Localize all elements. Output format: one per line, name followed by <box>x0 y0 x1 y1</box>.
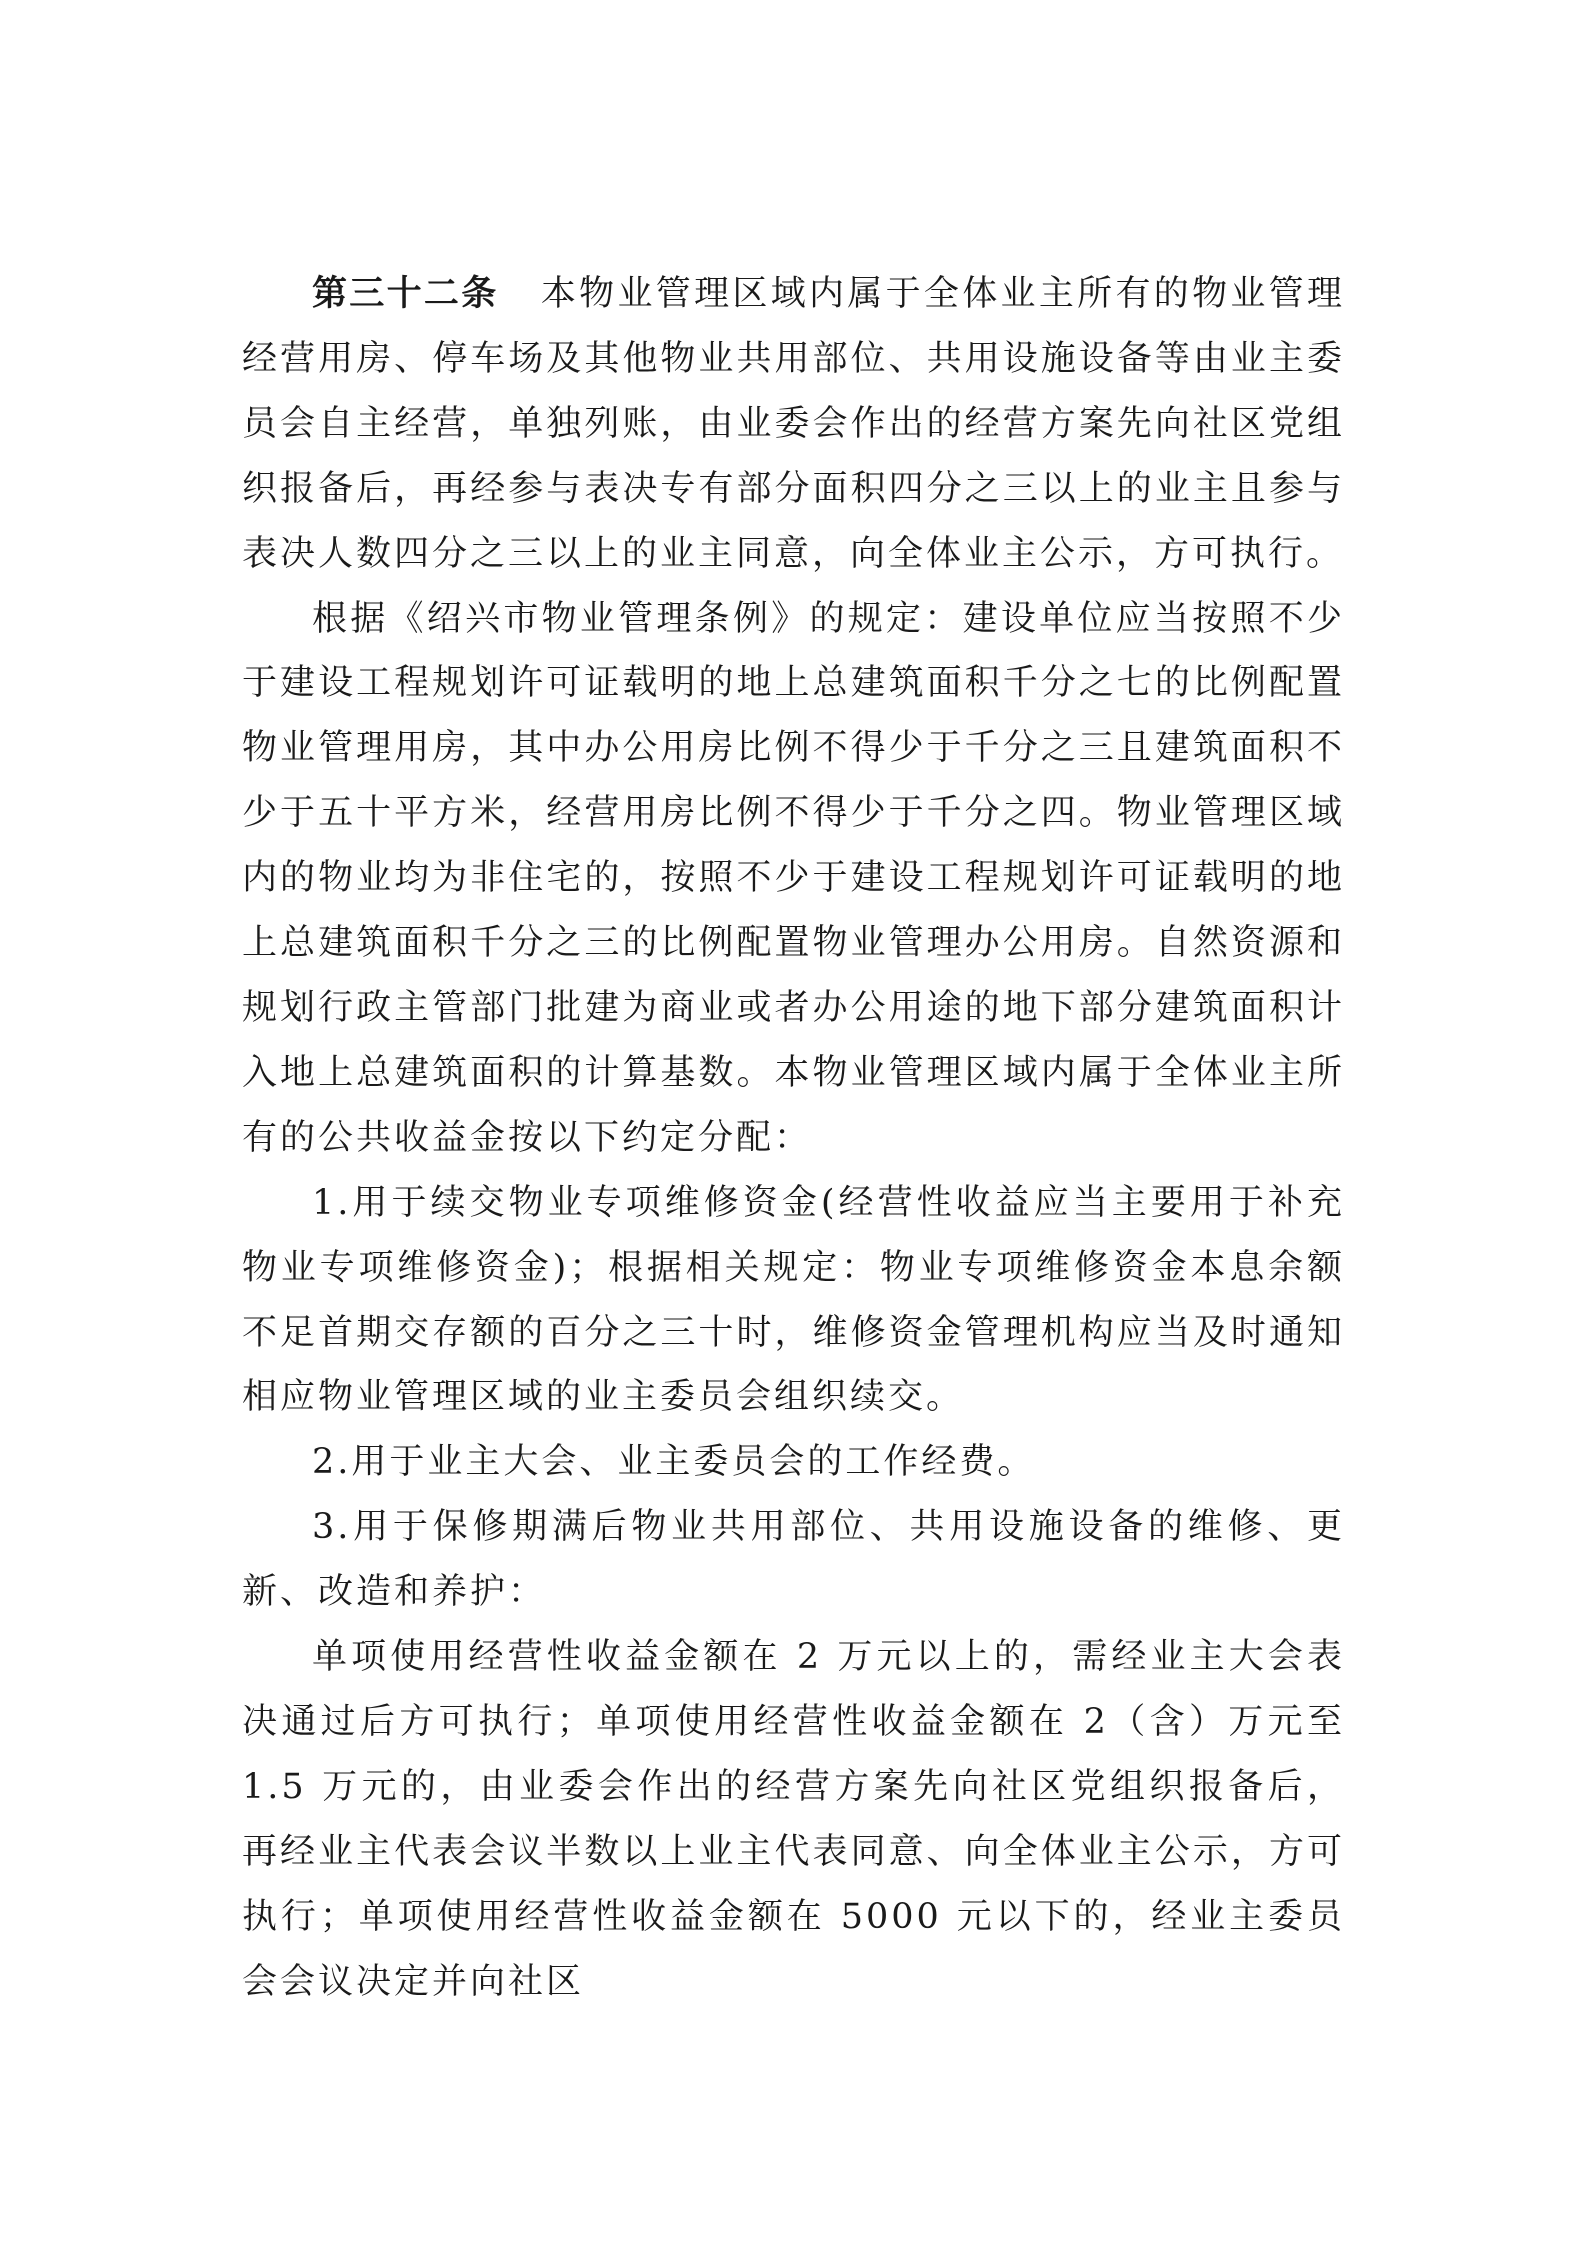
paragraph-item-2: 2.用于业主大会、业主委员会的工作经费。 <box>312 1442 1036 1483</box>
paragraph-item-3: 3.用于保修期满后物业共用部位、共用设施设备的维修、更新、改造和养护： <box>242 1507 1345 1613</box>
article-heading: 第三十二条 <box>312 274 499 314</box>
paragraph-regulation: 根据《绍兴市物业管理条例》的规定：建设单位应当按照不少于建设工程规划许可证载明的地上总建筑面积千分之七的比例配置物业管理用房，其中办公用房比例不得少于千分之三且建筑面积不少于五十平方米，经营用房比例不得少于千分之四。物业管理区域内的物业均为非住宅的，按照不少于建设工程规划许可证载明的地上总建筑面积千分之三的比例配置物业管理办公用房。自然资源和规划行政主管部门批建为商业或者办公用途的地下部分建筑面积计入地上总建筑面积的计算基数。本物业管理区域内属于全体业主所有的公共收益金按以下约定分配： <box>242 598 1345 1158</box>
document-body <box>242 262 1345 2014</box>
article-32-paragraph <box>242 262 1345 587</box>
article-body: 本物业管理区域内属于全体业主所有的物业管理经营用房、停车场及其他物业共用部位、共用设施设备等由业主委员会自主经营，单独列账，由业委会作出的经营方案先向社区党组织报备后，再经参与表决专有部分面积四分之三以上的业主且参与表决人数四分之三以上的业主同意，向全体业主公示，方可执行。 <box>242 274 1345 574</box>
paragraph-item-1: 1.用于续交物业专项维修资金(经营性收益应当主要用于补充物业专项维修资金)；根据相关规定：物业专项维修资金本息余额不足首期交存额的百分之三十时，维修资金管理机构应当及时通知相应物业管理区域的业主委员会组织续交。 <box>242 1182 1345 1418</box>
paragraph-usage-rules: 单项使用经营性收益金额在 2 万元以上的，需经业主大会表决通过后方可执行；单项使用经营性收益金额在 2（含）万元至 1.5 万元的，由业委会作出的经营方案先向社区党组织报备后，再经业主代表会议半数以上业主代表同意、向全体业主公示，方可执行；单项使用经营性收益金额在 5000 元以下的，经业主委员会会议决定并向社区 <box>242 1637 1345 2002</box>
